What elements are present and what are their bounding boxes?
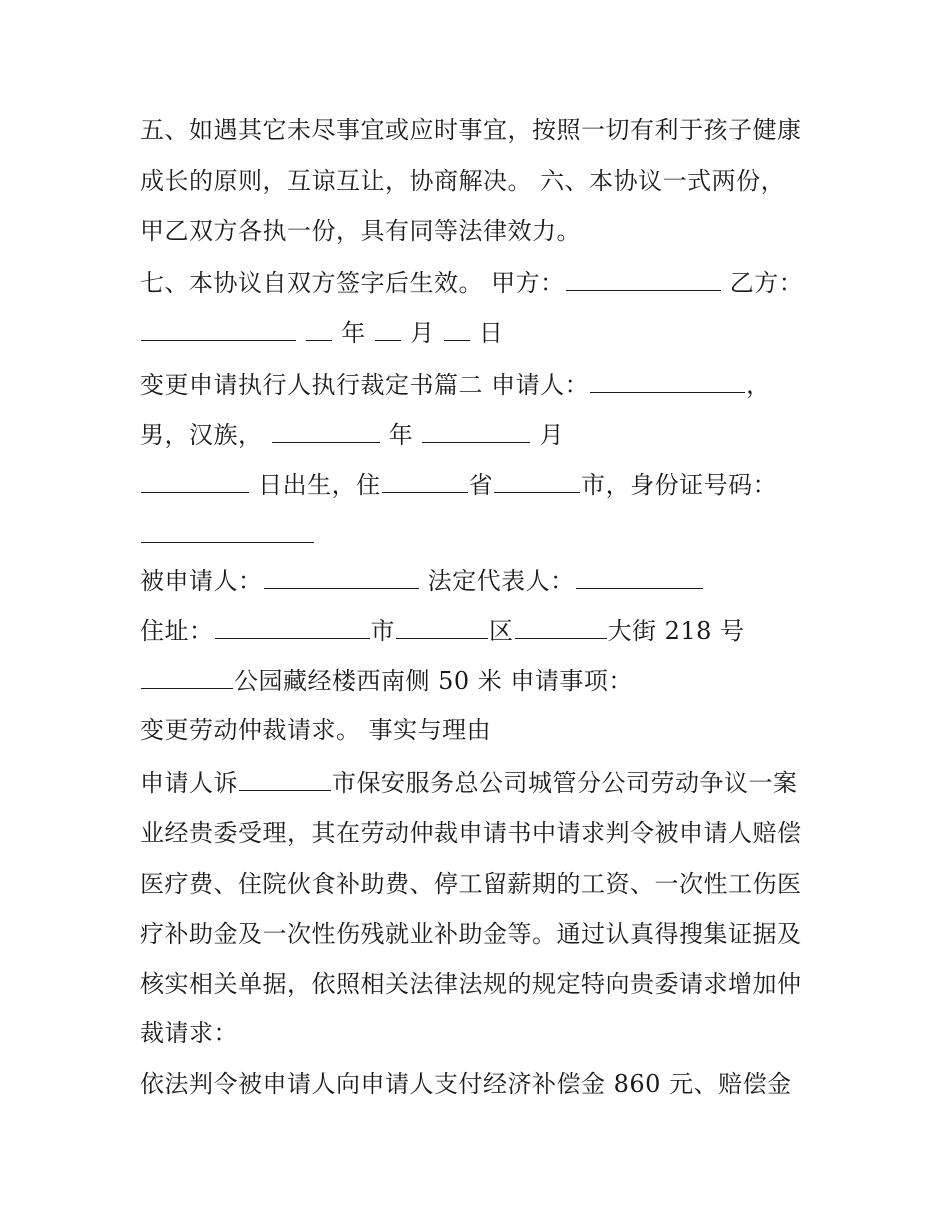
text-line: [140, 714, 830, 750]
text-segment: 疗补助金及一次性伤残就业补助金等。通过认真得搜集证据及: [140, 920, 802, 948]
address-blank: [215, 614, 370, 639]
text-segment: 年: [388, 421, 414, 449]
text-segment: 日: [478, 319, 504, 347]
text-segment: 业经贵委受理，其在劳动仲裁申请书中请求判令被申请人赔偿: [140, 819, 802, 847]
birth-year-blank: [272, 418, 380, 443]
text-segment: 大街 218 号: [607, 617, 745, 645]
text-line: [140, 215, 830, 251]
address-city-blank: [396, 614, 488, 639]
text-segment: 申请人诉: [140, 769, 238, 797]
text-segment: 法定代表人：: [427, 567, 575, 595]
text-segment: 区: [489, 617, 514, 645]
text-segment: 年: [341, 319, 366, 347]
city-name-blank: [239, 766, 331, 791]
text-line: [140, 266, 830, 302]
text-segment: 月: [539, 421, 565, 449]
text-line: [140, 418, 830, 454]
text-segment: 男，汉族，: [140, 421, 263, 449]
respondent-name-blank: [264, 564, 419, 589]
text-segment: 医疗费、住院伙食补助费、停工留薪期的工资、一次性工伤医: [140, 870, 802, 898]
text-line: [140, 518, 830, 554]
text-segment: 核实相关单据，依照相关法律法规的规定特向贵委请求增加仲: [140, 970, 802, 998]
party-a-signature-blank: [566, 266, 721, 291]
text-line: [140, 918, 830, 954]
text-line: [140, 316, 830, 352]
birth-day-blank: [141, 468, 249, 493]
text-line: [140, 114, 830, 150]
text-segment: 乙方：: [729, 269, 804, 297]
text-segment: 被申请人：: [140, 567, 263, 595]
applicant-name-blank: [590, 368, 745, 393]
date-blank: [444, 316, 470, 341]
id-number-blank: [141, 518, 314, 543]
text-line: [140, 468, 830, 504]
party-b-signature-blank: [141, 316, 296, 341]
text-segment: 市，身份证号码：: [581, 471, 778, 499]
birth-month-blank: [422, 418, 530, 443]
text-segment: 裁请求：: [140, 1019, 238, 1047]
text-line: [140, 614, 830, 650]
text-line: [140, 1068, 830, 1104]
text-line: [140, 1017, 830, 1053]
text-segment: 变更劳动仲裁请求。 事实与理由: [140, 716, 492, 744]
text-line: [140, 817, 830, 853]
text-segment: 市保安服务总公司城管分公司劳动争议一案: [332, 769, 798, 797]
text-line: [140, 165, 830, 201]
text-line: [140, 968, 830, 1004]
text-line: [140, 868, 830, 904]
city-blank: [494, 468, 580, 493]
text-segment: 月: [410, 319, 435, 347]
text-segment: 公园藏经楼西南侧 50 米 申请事项：: [234, 667, 633, 695]
text-segment: 住址：: [140, 617, 214, 645]
text-segment: ，: [746, 371, 771, 399]
text-line: [140, 766, 830, 802]
province-blank: [382, 468, 468, 493]
text-segment: 甲乙双方各执一份，具有同等法律效力。: [140, 217, 581, 245]
text-line: [140, 564, 830, 600]
text-line: [140, 664, 830, 700]
text-segment: 成长的原则，互谅互让，协商解决。 六、本协议一式两份，: [140, 167, 786, 195]
address-park-blank: [141, 664, 233, 689]
text-segment: 依法判令被申请人向申请人支付经济补偿金 860 元、赔偿金: [140, 1070, 792, 1098]
text-segment: 变更申请执行人执行裁定书篇二 申请人：: [140, 371, 590, 399]
text-segment: 五、如遇其它未尽事宜或应时事宜，按照一切有利于孩子健康: [140, 116, 802, 144]
text-line: [140, 368, 830, 404]
date-blank: [375, 316, 401, 341]
legal-representative-blank: [576, 564, 703, 589]
date-blank: [306, 316, 332, 341]
text-segment: 日出生，住: [258, 471, 381, 499]
text-segment: 七、本协议自双方签字后生效。 甲方：: [140, 269, 565, 297]
text-segment: 市: [370, 617, 395, 645]
text-segment: 省: [468, 471, 494, 499]
address-district-blank: [515, 614, 607, 639]
